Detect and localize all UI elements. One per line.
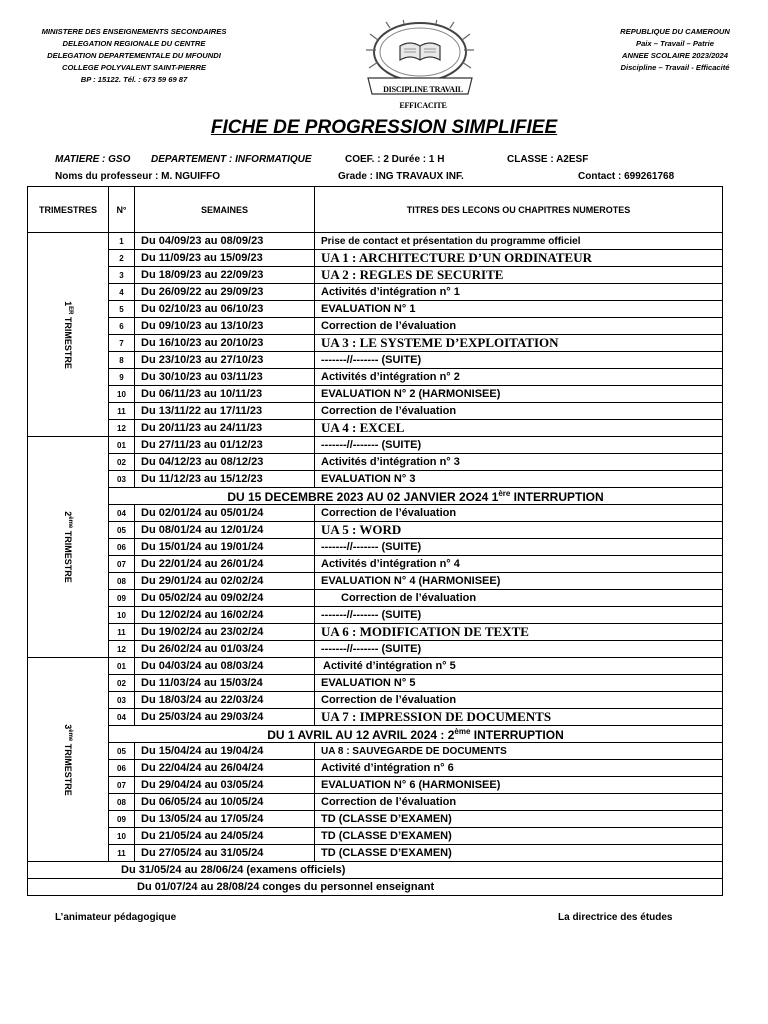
row-number: 2 bbox=[109, 250, 135, 267]
row-number: 03 bbox=[109, 692, 135, 709]
row-number: 11 bbox=[109, 624, 135, 641]
table-row bbox=[28, 437, 723, 454]
row-week: Du 25/03/24 au 29/03/24 bbox=[135, 709, 315, 726]
row-lesson: TD (CLASSE D’EXAMEN) bbox=[315, 845, 723, 862]
row-lesson: UA 1 : ARCHITECTURE D’UN ORDINATEUR bbox=[315, 250, 723, 267]
row-number: 11 bbox=[109, 403, 135, 420]
row-number: 08 bbox=[109, 794, 135, 811]
row-number: 09 bbox=[109, 590, 135, 607]
row-week: Du 11/09/23 au 15/09/23 bbox=[135, 250, 315, 267]
row-week: Du 11/12/23 au 15/12/23 bbox=[135, 471, 315, 488]
row-lesson: Correction de l’évaluation bbox=[315, 794, 723, 811]
row-week: Du 19/02/24 au 23/02/24 bbox=[135, 624, 315, 641]
header-ministry: MINISTERE DES ENSEIGNEMENTS SECONDAIRES bbox=[41, 27, 227, 36]
row-number: 10 bbox=[109, 607, 135, 624]
row-number: 05 bbox=[109, 522, 135, 539]
row-lesson: Activités d’intégration n° 4 bbox=[315, 556, 723, 573]
row-number: 10 bbox=[109, 386, 135, 403]
row-week: Du 26/09/22 au 29/09/23 bbox=[135, 284, 315, 301]
second-interruption: DU 1 AVRIL AU 12 AVRIL 2024 : 2ème INTERRUPTION bbox=[109, 726, 723, 743]
row-week: Du 15/01/24 au 19/01/24 bbox=[135, 539, 315, 556]
row-week: Du 12/02/24 au 16/02/24 bbox=[135, 607, 315, 624]
row-number: 01 bbox=[109, 658, 135, 675]
row-lesson: EVALUATION N° 6 (HARMONISEE) bbox=[315, 777, 723, 794]
row-week: Du 26/02/24 au 01/03/24 bbox=[135, 641, 315, 658]
coefficient-label: COEF. : 2 Durée : 1 H bbox=[345, 154, 445, 165]
table-row bbox=[28, 403, 723, 420]
pedagogical-coordinator-signature: L’animateur pédagogique bbox=[55, 912, 177, 923]
row-lesson: Correction de l’évaluation bbox=[315, 403, 723, 420]
grade-label: Grade : ING TRAVAUX INF. bbox=[338, 171, 464, 182]
row-lesson: Activité d’intégration n° 6 bbox=[315, 760, 723, 777]
header-school-motto: Discipline – Travail - Efficacité bbox=[620, 63, 730, 72]
trimester-1-cell bbox=[28, 233, 109, 437]
row-week: Du 13/05/24 au 17/05/24 bbox=[135, 811, 315, 828]
table-row bbox=[28, 335, 723, 352]
table-row bbox=[28, 845, 723, 862]
table-row bbox=[28, 505, 723, 522]
row-lesson: -------//------- (SUITE) bbox=[315, 539, 723, 556]
table-row bbox=[28, 641, 723, 658]
header-republic: REPUBLIQUE DU CAMEROUN bbox=[620, 27, 730, 36]
table-row bbox=[28, 675, 723, 692]
table-header-row bbox=[28, 187, 723, 233]
row-lesson: EVALUATION N° 4 (HARMONISEE) bbox=[315, 573, 723, 590]
row-lesson: -------//------- (SUITE) bbox=[315, 641, 723, 658]
row-lesson: Correction de l’évaluation bbox=[315, 505, 723, 522]
row-week: Du 27/11/23 au 01/12/23 bbox=[135, 437, 315, 454]
table-row bbox=[28, 743, 723, 760]
header-school-year: ANNEE SCOLAIRE 2023/2024 bbox=[622, 51, 728, 60]
department-label: DEPARTEMENT : INFORMATIQUE bbox=[151, 154, 312, 165]
table-row bbox=[28, 811, 723, 828]
row-lesson: Correction de l’évaluation bbox=[315, 318, 723, 335]
table-row bbox=[28, 794, 723, 811]
row-number: 02 bbox=[109, 454, 135, 471]
row-lesson: UA 2 : REGLES DE SECURITE bbox=[315, 267, 723, 284]
row-week: Du 11/03/24 au 15/03/24 bbox=[135, 675, 315, 692]
header-right-block bbox=[560, 26, 768, 74]
table-row bbox=[28, 777, 723, 794]
table-row bbox=[28, 658, 723, 675]
table-row bbox=[28, 624, 723, 641]
row-week: Du 16/10/23 au 20/10/23 bbox=[135, 335, 315, 352]
header-regional-delegation: DELEGATION REGIONALE DU CENTRE bbox=[62, 39, 206, 48]
interruption-row bbox=[28, 488, 723, 505]
row-lesson: Prise de contact et présentation du programme officiel bbox=[315, 233, 723, 250]
row-number: 03 bbox=[109, 471, 135, 488]
row-number: 08 bbox=[109, 573, 135, 590]
row-number: 01 bbox=[109, 437, 135, 454]
header-departmental-delegation: DELEGATION DEPARTEMENTALE DU MFOUNDI bbox=[47, 51, 221, 60]
row-number: 07 bbox=[109, 556, 135, 573]
row-number: 1 bbox=[109, 233, 135, 250]
row-week: Du 02/10/23 au 06/10/23 bbox=[135, 301, 315, 318]
header-school-name: COLLEGE POLYVALENT SAINT-PIERRE bbox=[61, 63, 206, 72]
row-number: 11 bbox=[109, 845, 135, 862]
row-week: Du 13/11/22 au 17/11/23 bbox=[135, 403, 315, 420]
row-lesson: EVALUATION N° 2 (HARMONISEE) bbox=[315, 386, 723, 403]
row-number: 12 bbox=[109, 641, 135, 658]
row-week: Du 22/01/24 au 26/01/24 bbox=[135, 556, 315, 573]
row-number: 02 bbox=[109, 675, 135, 692]
trimester-2-label: 2ème TRIMESTRE bbox=[63, 511, 73, 583]
table-row bbox=[28, 709, 723, 726]
row-number: 06 bbox=[109, 760, 135, 777]
table-row bbox=[28, 233, 723, 250]
table-row bbox=[28, 318, 723, 335]
row-lesson: EVALUATION N° 5 bbox=[315, 675, 723, 692]
table-row bbox=[28, 692, 723, 709]
row-lesson: Activités d’intégration n° 2 bbox=[315, 369, 723, 386]
row-lesson: -------//------- (SUITE) bbox=[315, 607, 723, 624]
row-lesson: Correction de l’évaluation bbox=[315, 692, 723, 709]
table-row bbox=[28, 590, 723, 607]
row-week: Du 04/03/24 au 08/03/24 bbox=[135, 658, 315, 675]
row-lesson: -------//------- (SUITE) bbox=[315, 352, 723, 369]
first-interruption: DU 15 DECEMBRE 2023 AU 02 JANVIER 2O24 1ère INTERRUPTION bbox=[109, 488, 723, 505]
row-number: 07 bbox=[109, 777, 135, 794]
row-number: 6 bbox=[109, 318, 135, 335]
row-lesson: EVALUATION N° 1 bbox=[315, 301, 723, 318]
row-week: Du 06/11/23 au 10/11/23 bbox=[135, 386, 315, 403]
row-week: Du 05/02/24 au 09/02/24 bbox=[135, 590, 315, 607]
table-row bbox=[28, 284, 723, 301]
row-lesson: UA 7 : IMPRESSION DE DOCUMENTS bbox=[315, 709, 723, 726]
logo-motto-banner: DISCIPLINE TRAVAIL EFFICACITE bbox=[383, 85, 463, 110]
row-number: 06 bbox=[109, 539, 135, 556]
row-lesson: Activités d’intégration n° 3 bbox=[315, 454, 723, 471]
table-row bbox=[28, 352, 723, 369]
row-week: Du 20/11/23 au 24/11/23 bbox=[135, 420, 315, 437]
row-week: Du 04/12/23 au 08/12/23 bbox=[135, 454, 315, 471]
row-number: 4 bbox=[109, 284, 135, 301]
row-lesson: UA 6 : MODIFICATION DE TEXTE bbox=[315, 624, 723, 641]
table-row bbox=[28, 369, 723, 386]
table-row bbox=[28, 471, 723, 488]
school-logo bbox=[360, 20, 480, 110]
row-week: Du 04/09/23 au 08/09/23 bbox=[135, 233, 315, 250]
contact-label: Contact : 699261768 bbox=[578, 171, 675, 182]
table-row bbox=[28, 607, 723, 624]
class-label: CLASSE : A2ESF bbox=[507, 154, 589, 165]
row-week: Du 27/05/24 au 31/05/24 bbox=[135, 845, 315, 862]
table-row bbox=[28, 420, 723, 437]
table-row bbox=[28, 454, 723, 471]
table-row bbox=[28, 828, 723, 845]
row-week: Du 06/05/24 au 10/05/24 bbox=[135, 794, 315, 811]
row-lesson: UA 4 : EXCEL bbox=[315, 420, 723, 437]
studies-director-signature: La directrice des études bbox=[558, 912, 673, 923]
row-number: 9 bbox=[109, 369, 135, 386]
row-week: Du 23/10/23 au 27/10/23 bbox=[135, 352, 315, 369]
header-weeks: SEMAINES bbox=[135, 187, 315, 233]
table-row bbox=[28, 760, 723, 777]
header-school-contact: BP : 15122. Tél. : 673 59 69 87 bbox=[80, 75, 188, 84]
table-row bbox=[28, 301, 723, 318]
trimester-3-cell bbox=[28, 658, 109, 862]
row-lesson: EVALUATION N° 3 bbox=[315, 471, 723, 488]
row-week: Du 18/09/23 au 22/09/23 bbox=[135, 267, 315, 284]
row-number: 09 bbox=[109, 811, 135, 828]
interruption-row bbox=[28, 726, 723, 743]
table-row bbox=[28, 522, 723, 539]
header-trimestres: TRIMESTRES bbox=[28, 187, 109, 233]
row-week: Du 09/10/23 au 13/10/23 bbox=[135, 318, 315, 335]
table-row bbox=[28, 556, 723, 573]
row-lesson: Correction de l’évaluation bbox=[315, 590, 723, 607]
row-week: Du 18/03/24 au 22/03/24 bbox=[135, 692, 315, 709]
progression-table bbox=[27, 186, 723, 896]
row-lesson: TD (CLASSE D’EXAMEN) bbox=[315, 828, 723, 845]
table-row bbox=[28, 386, 723, 403]
row-week: Du 29/04/24 au 03/05/24 bbox=[135, 777, 315, 794]
row-lesson: -------//------- (SUITE) bbox=[315, 437, 723, 454]
row-lesson: UA 3 : LE SYSTEME D’EXPLOITATION bbox=[315, 335, 723, 352]
table-row bbox=[28, 267, 723, 284]
holidays-row bbox=[28, 879, 723, 896]
exams-row bbox=[28, 862, 723, 879]
row-number: 7 bbox=[109, 335, 135, 352]
document-title: FICHE DE PROGRESSION SIMPLIFIEE bbox=[210, 117, 558, 138]
row-week: Du 15/04/24 au 19/04/24 bbox=[135, 743, 315, 760]
row-week: Du 22/04/24 au 26/04/24 bbox=[135, 760, 315, 777]
teacher-label: Noms du professeur : M. NGUIFFO bbox=[55, 171, 221, 182]
table-row bbox=[28, 250, 723, 267]
row-lesson: UA 5 : WORD bbox=[315, 522, 723, 539]
row-week: Du 02/01/24 au 05/01/24 bbox=[135, 505, 315, 522]
row-number: 3 bbox=[109, 267, 135, 284]
header-national-motto: Paix – Travail – Patrie bbox=[636, 39, 714, 48]
header-lesson-titles: TITRES DES LECONS OU CHAPITRES NUMEROTES bbox=[315, 187, 723, 233]
table-row bbox=[28, 573, 723, 590]
row-week: Du 21/05/24 au 24/05/24 bbox=[135, 828, 315, 845]
header-number: N° bbox=[109, 187, 135, 233]
teacher-holidays-period: Du 01/07/24 au 28/08/24 conges du personnel enseignant bbox=[28, 879, 723, 896]
row-number: 10 bbox=[109, 828, 135, 845]
row-number: 8 bbox=[109, 352, 135, 369]
official-exams-period: Du 31/05/24 au 28/06/24 (examens officiels) bbox=[28, 862, 723, 879]
row-lesson: UA 8 : SAUVEGARDE DE DOCUMENTS bbox=[315, 743, 723, 760]
row-lesson: TD (CLASSE D’EXAMEN) bbox=[315, 811, 723, 828]
row-week: Du 29/01/24 au 02/02/24 bbox=[135, 573, 315, 590]
header-left-block bbox=[14, 26, 254, 86]
row-week: Du 30/10/23 au 03/11/23 bbox=[135, 369, 315, 386]
trimester-3-label: 3ème TRIMESTRE bbox=[63, 723, 73, 796]
row-number: 04 bbox=[109, 505, 135, 522]
row-number: 04 bbox=[109, 709, 135, 726]
trimester-2-cell bbox=[28, 437, 109, 658]
row-lesson: Activité d’intégration n° 5 bbox=[315, 658, 723, 675]
row-lesson: Activités d’intégration n° 1 bbox=[315, 284, 723, 301]
row-number: 12 bbox=[109, 420, 135, 437]
table-row bbox=[28, 539, 723, 556]
row-number: 5 bbox=[109, 301, 135, 318]
row-week: Du 08/01/24 au 12/01/24 bbox=[135, 522, 315, 539]
subject-label: MATIERE : GSO bbox=[55, 154, 131, 165]
trimester-1-label: 1ER TRIMESTRE bbox=[63, 300, 73, 369]
row-number: 05 bbox=[109, 743, 135, 760]
